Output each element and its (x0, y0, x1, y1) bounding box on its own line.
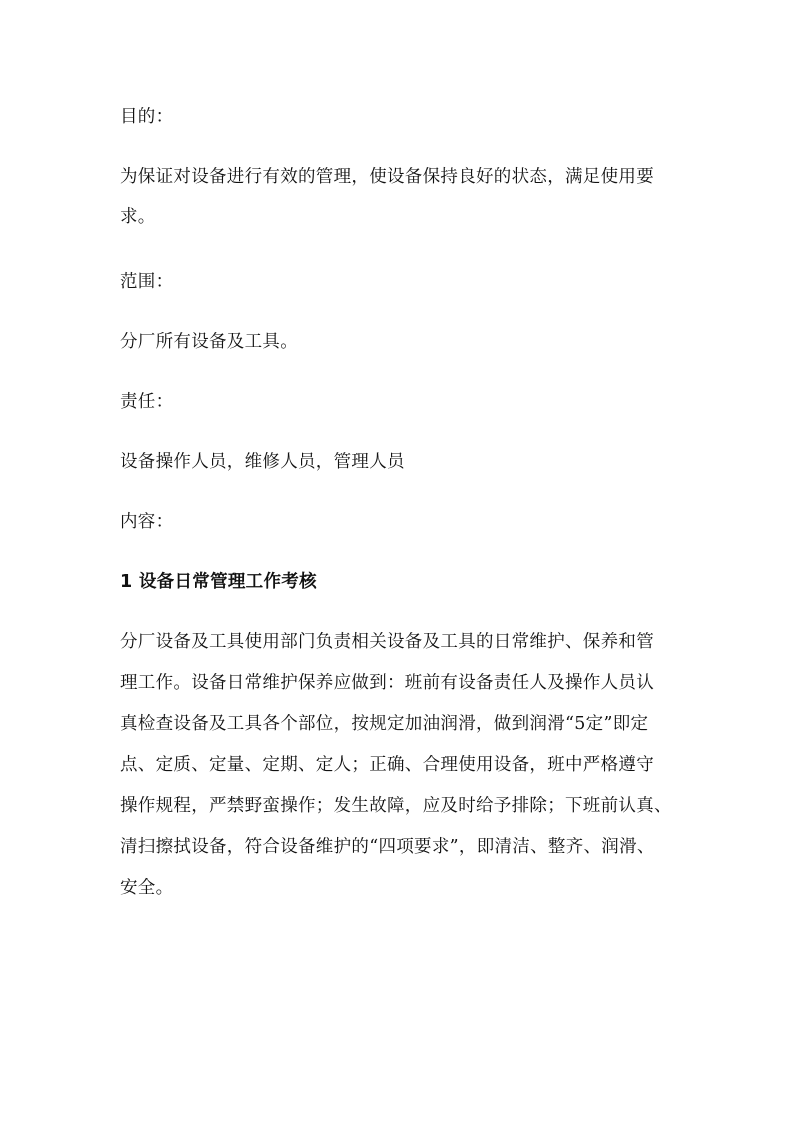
section-1-body-line: 理工作。设备日常维护保养应做到：班前有设备责任人及操作人员认 (120, 673, 654, 693)
responsibility-text: 设备操作人员，维修人员，管理人员 (120, 452, 405, 472)
purpose-text-line: 求。 (120, 207, 156, 227)
purpose-heading: 目的： (120, 107, 174, 127)
section-1-body-line: 操作规程，严禁野蛮操作；发生故障，应及时给予排除；下班前认真、 (120, 796, 672, 816)
section-1-body-line: 清扫擦拭设备，符合设备维护的“四项要求”，即清洁、整齐、润滑、 (120, 837, 655, 857)
scope-heading: 范围： (120, 272, 174, 292)
section-1-body-line: 分厂设备及工具使用部门负责相关设备及工具的日常维护、保养和管 (120, 632, 654, 652)
section-1-title: 1 设备日常管理工作考核 (120, 572, 317, 592)
section-1-body-line: 真检查设备及工具各个部位，按规定加油润滑，做到润滑“5定”即定 (120, 714, 649, 734)
scope-text: 分厂所有设备及工具。 (120, 332, 298, 352)
content-heading: 内容： (120, 512, 174, 532)
section-1-body-line: 安全。 (120, 878, 174, 898)
purpose-text-line: 为保证对设备进行有效的管理，使设备保持良好的状态，满足使用要 (120, 167, 654, 187)
responsibility-heading: 责任： (120, 392, 174, 412)
section-1-body-line: 点、定质、定量、定期、定人；正确、合理使用设备，班中严格遵守 (120, 755, 654, 775)
